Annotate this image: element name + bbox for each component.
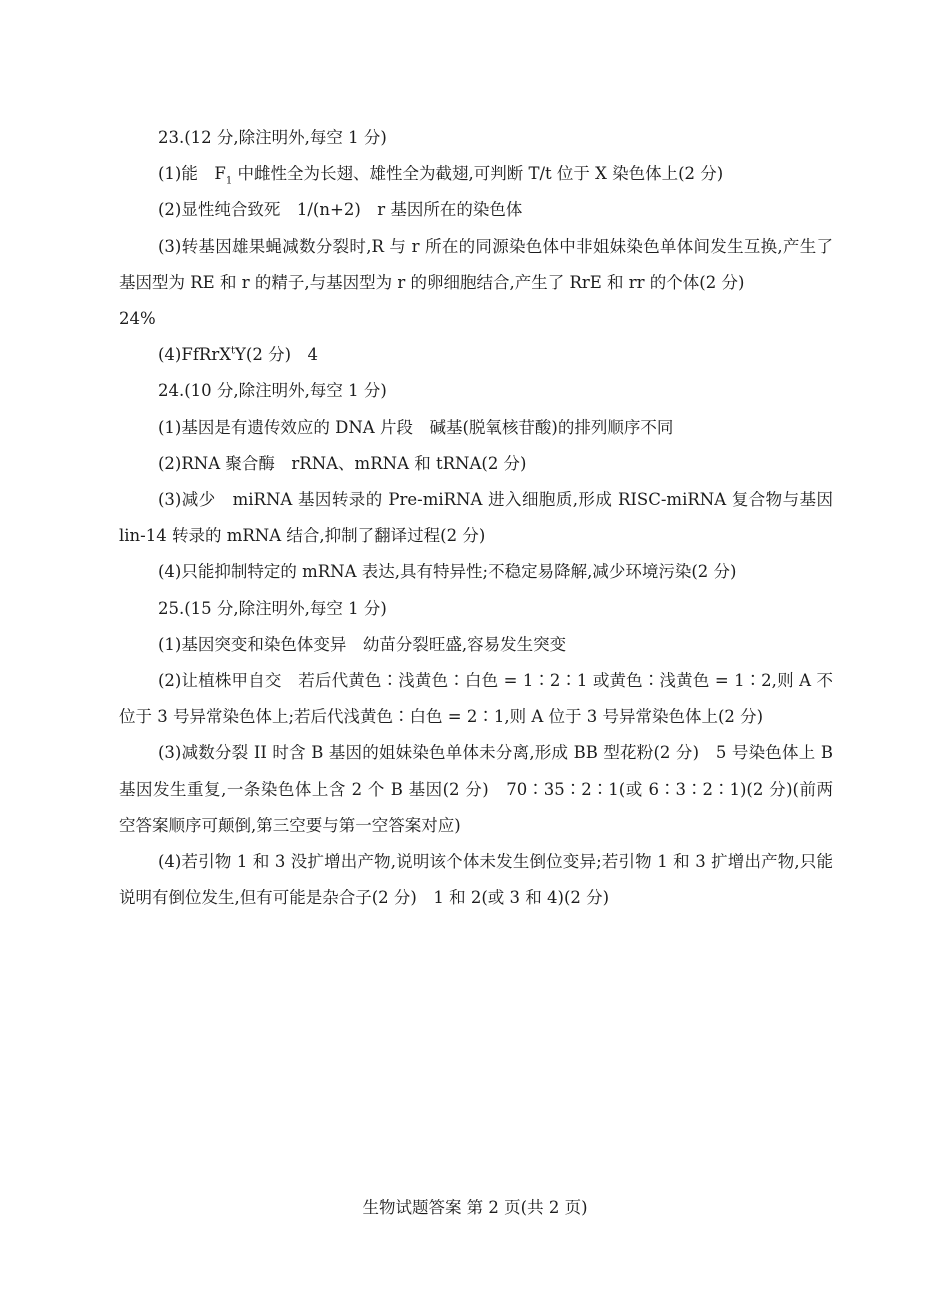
page-footer: 生物试题答案 第 2 页(共 2 页) [362, 1198, 588, 1217]
q25-answer-2: (2)让植株甲自交 若后代黄色∶浅黄色∶白色 = 1∶2∶1 或黄色∶浅黄色 = 1∶2,则 A 不位于 3 号异常染色体上;若后代浅黄色∶白色 = 2∶1,则 A 位于 3 号异常染色体上(2 分) [119, 671, 833, 727]
q23-answer-1-text-b: 中雌性全为长翅、雄性全为截翅,可判断 T/t 位于 X 染色体上(2 分) [232, 164, 724, 184]
q25-answer-4: (4)若引物 1 和 3 没扩增出产物,说明该个体未发生倒位变异;若引物 1 和 3 扩增出产物,只能说明有倒位发生,但有可能是杂合子(2 分) 1 和 2(或 3 和 4)(2 分) [119, 852, 833, 908]
q25-header: 25.(15 分,除注明外,每空 1 分) [158, 598, 387, 618]
q23-answer-4-text-a: (4)FfRrX [158, 345, 231, 365]
q23-answer-4 [119, 337, 833, 373]
q23-header: 23.(12 分,除注明外,每空 1 分) [158, 128, 387, 147]
q23-answer-1-text-a: (1)能 F [158, 164, 226, 184]
q23-answer-2: (2)显性纯合致死 1/(n+2) r 基因所在的染色体 [158, 200, 523, 220]
q23-answer-3: (3)转基因雄果蝇减数分裂时,R 与 r 所在的同源染色体中非姐妹染色单体间发生互换,产生了基因型为 RE 和 r 的精子,与基因型为 r 的卵细胞结合,产生了 RrE 和 rr 的个体(2 分) [119, 236, 833, 292]
q24-answer-3: (3)减少 miRNA 基因转录的 Pre-miRNA 进入细胞质,形成 RISC-miRNA 复合物与基因 lin-14 转录的 mRNA 结合,抑制了翻译过程(2 分) [119, 490, 833, 546]
q24-answer-4: (4)只能抑制特定的 mRNA 表达,具有特异性;不稳定易降解,减少环境污染(2 分) [158, 562, 737, 582]
q23-answer-4-superscript: t [231, 345, 236, 357]
q24-header: 24.(10 分,除注明外,每空 1 分) [158, 381, 387, 401]
q23-answer-1 [119, 156, 833, 192]
q24-answer-1: (1)基因是有遗传效应的 DNA 片段 碱基(脱氧核苷酸)的排列顺序不同 [158, 417, 674, 437]
q24-answer-2: (2)RNA 聚合酶 rRNA、mRNA 和 tRNA(2 分) [158, 453, 527, 473]
q25-answer-3: (3)减数分裂 II 时含 B 基因的姐妹染色单体未分离,形成 BB 型花粉(2 分) 5 号染色体上 B 基因发生重复,一条染色体上含 2 个 B 基因(2 分) 70∶35∶2∶1(或 6∶3∶2∶1)(2 分)(前两空答案顺序可颠倒,第三空要与第一空答案对应) [119, 743, 833, 835]
q23-answer-1-subscript: 1 [225, 175, 233, 187]
q23-answer-3-extra: 24% [119, 309, 156, 329]
q23-answer-4-text-b: Y(2 分) 4 [235, 345, 319, 365]
answer-content [119, 120, 833, 916]
q25-answer-1: (1)基因突变和染色体变异 幼苗分裂旺盛,容易发生突变 [158, 634, 567, 654]
